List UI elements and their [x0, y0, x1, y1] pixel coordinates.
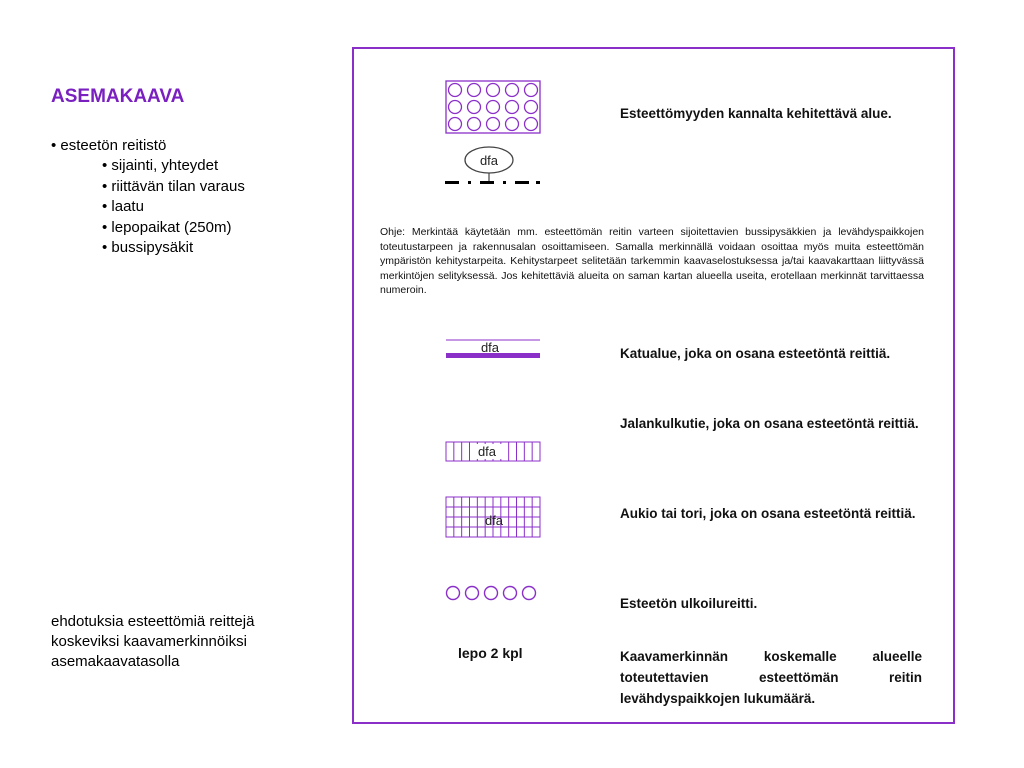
pattern-circle [449, 101, 462, 114]
sub-bullet: • laatu [102, 198, 144, 215]
sub-bullet: • bussipysäkit [102, 239, 194, 256]
legend-item-square: Aukio tai tori, joka on osana esteetöntä reittiä. [620, 506, 916, 521]
dfa-tag-label: dfa [479, 153, 499, 168]
legend-item-outdoor-route: Esteetön ulkoilureitti. [620, 596, 758, 611]
route-circle [485, 587, 498, 600]
page-title: ASEMAKAAVA [51, 86, 185, 107]
legend-item-street-area: Katualue, joka on osana esteetöntä reittiä. [620, 346, 891, 361]
pattern-circle [525, 101, 538, 114]
route-circle [447, 587, 460, 600]
pattern-circle [468, 84, 481, 97]
sub-bullet: • sijainti, yhteydet [102, 157, 219, 174]
route-circle [504, 587, 517, 600]
street-area-symbol [446, 340, 540, 358]
dfa-tag-symbol [445, 147, 540, 184]
pattern-circle [506, 118, 519, 131]
pattern-circle [487, 101, 500, 114]
legend-item-rest-places: Kaavamerkinnän koskemalle alueelle toteutettavien esteettömän reitin levähdyspaikkojen lukumäärä. [620, 649, 922, 706]
pattern-circle [525, 84, 538, 97]
pattern-circle [468, 118, 481, 131]
pattern-circle [487, 84, 500, 97]
outdoor-route-symbol [447, 587, 536, 600]
note-line: koskeviksi kaavamerkinnöiksi [51, 633, 247, 650]
note-line: ehdotuksia esteettömiä reittejä [51, 613, 255, 630]
pattern-circle [506, 84, 519, 97]
pattern-circle [449, 118, 462, 131]
legend-item-development-area: Esteettömyyden kannalta kehitettävä alue. [620, 106, 892, 121]
legend-item-pedestrian-way: Jalankulkutie, joka on osana esteetöntä reittiä. [620, 416, 919, 431]
square-area-label: dfa [484, 513, 504, 528]
pattern-circle [525, 118, 538, 131]
main-bullet: • esteetön reitistö [51, 137, 167, 154]
pattern-circle [487, 118, 500, 131]
development-area-symbol [446, 81, 540, 133]
sub-bullet: • riittävän tilan varaus [102, 177, 245, 195]
usage-note: Ohje: Merkintää käytetään mm. esteettömän reitin varteen sijoitettavien bussipysäkkien ja levähdyspaikkojen toteutustarpeen ja rakennusalan osoittamiseen. Samalla merkinnällä voidaan osoittaa myös muita esteettömän ympäristön kehitystarpeita. Kehitystarpeet selitetään tarkemmin kaavaselostuksessa ja/tai kaavakarttaan liittyvässä merkintöjen selityksessä. Jos kehitettäviä alueita on saman kartan alueella useita, erotellaan merkinnät tarvittaessa numeroin. [380, 226, 924, 297]
pedestrian-way-label: dfa [477, 444, 497, 459]
route-circle [523, 587, 536, 600]
street-area-label: dfa [480, 340, 500, 355]
pattern-circle [468, 101, 481, 114]
square-area-symbol [446, 497, 540, 537]
rest-count-symbol: lepo 2 kpl [458, 645, 523, 661]
note-line: asemakaavatasolla [51, 653, 180, 670]
sub-bullet: • lepopaikat (250m) [102, 218, 232, 236]
pattern-circle [449, 84, 462, 97]
pedestrian-way-symbol [446, 442, 540, 461]
route-circle [466, 587, 479, 600]
pattern-circle [506, 101, 519, 114]
